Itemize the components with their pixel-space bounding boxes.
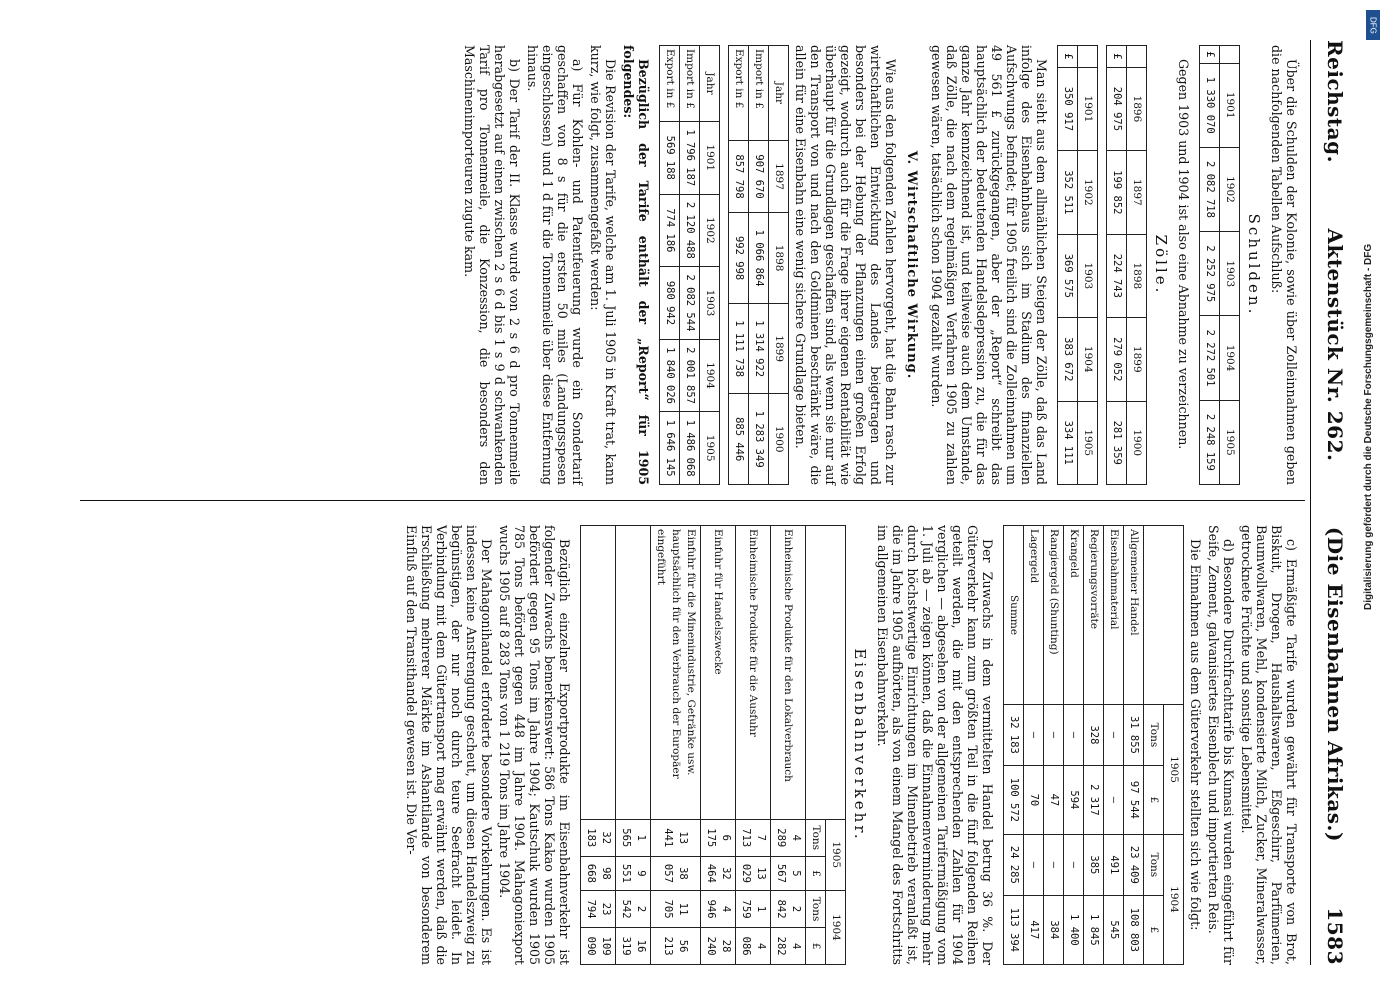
year-header: 1901 xyxy=(700,121,720,194)
table-cell: 13 029 xyxy=(736,856,771,890)
currency-head xyxy=(1220,46,1240,64)
table-cell: 2 842 xyxy=(771,890,806,927)
table-cell: 1 111 738 xyxy=(729,303,749,394)
unit-header: £ xyxy=(806,856,826,890)
table-cell: 113 394 xyxy=(1004,895,1024,964)
table-cell: 980 942 xyxy=(660,267,680,340)
year-header: 1902 xyxy=(700,194,720,267)
intro-paragraph: Über die Schulden der Kolonie, sowie über Zolleinnahmen geben die nachfolgenden Tabellen Aufschluß: xyxy=(1269,45,1299,485)
table-cell: — xyxy=(1104,705,1124,766)
table-row xyxy=(1064,526,1084,965)
schulden-table xyxy=(1199,45,1240,485)
table-cell: 31 855 xyxy=(1124,705,1144,766)
table-cell: 5 567 xyxy=(771,856,806,890)
table-cell: 992 998 xyxy=(729,213,749,304)
unit-header: £ xyxy=(806,928,826,965)
table-row xyxy=(680,46,700,485)
tarife-item-a: a) Für Kohlen- und Patentfeuerung wurde ein Sondertarif geschaffen von 8 s für die ersten 50 miles (Landungsspesen eingeschlossen) und 1 d für die Tonnenmeile über diese Entfernung hinaus. xyxy=(525,45,585,485)
table-cell: 70 xyxy=(1024,765,1044,834)
table-cell: 545 xyxy=(1104,895,1124,964)
zoelle-paragraph: Man sieht aus dem allmählichen Steigen der Zölle, daß das Land infolge des Eisenbahnbaus sich im Stadium des finanziellen Aufschwungs befindet; für 1905 freilich sind die Zolleinnahmen um 49 561 £ zurückgegangen, aber der „Report“ schreibt das hauptsächlich der bedeutenden Handelsdepression zu, die für das ganze Jahr kennzeichnend ist, und teilweise auch dem Umstande, daß Zölle, die nach dem regelmäßigen Verfahren 1905 zu zahlen gewesen wären, tatsächlich schon 1904 gezahlt wurden. xyxy=(929,45,1049,485)
table-cell: 2 252 975 xyxy=(1200,232,1220,316)
dfg-logo: DFG xyxy=(1366,10,1380,40)
row-label: Rangiergeld (Shunting) xyxy=(1044,526,1064,705)
table-cell: 4 946 xyxy=(701,890,736,927)
table-cell: 47 xyxy=(1044,765,1064,834)
table-cell: 204 975 xyxy=(1107,67,1127,150)
table-cell: 4 086 xyxy=(736,928,771,965)
table-cell: 16 319 xyxy=(616,928,651,965)
sum-row xyxy=(581,526,616,965)
table-cell: 2 542 xyxy=(616,890,651,927)
table-row xyxy=(701,526,736,965)
currency-symbol: £ xyxy=(1200,46,1220,64)
year-header: 1901 xyxy=(1220,63,1240,147)
table-cell: 417 xyxy=(1024,895,1044,964)
row-label: Eisenbahnmaterial xyxy=(1104,526,1124,705)
year-header: 1898 xyxy=(769,213,789,304)
table-cell: 1 646 145 xyxy=(660,412,680,485)
header-left: Reichstag. xyxy=(1323,40,1347,164)
table-cell: 9 551 xyxy=(616,856,651,890)
table-cell: 885 446 xyxy=(729,394,749,485)
year-header: 1900 xyxy=(1127,401,1147,485)
year-header: 1904 xyxy=(1078,318,1098,401)
table-cell: 328 xyxy=(1084,705,1104,766)
table-cell: 1 845 xyxy=(1084,895,1104,964)
sum-label xyxy=(581,526,616,820)
year-header: 1897 xyxy=(1127,151,1147,234)
table-cell: 1 486 068 xyxy=(680,412,700,485)
table-cell: 857 798 xyxy=(729,140,749,213)
table-cell: 32 183 xyxy=(581,819,616,856)
table-cell: 1 330 070 xyxy=(1200,63,1220,147)
year-header: 1904 xyxy=(1220,316,1240,400)
row-label: Export in £ xyxy=(660,46,680,122)
year-header: 1902 xyxy=(1078,151,1098,234)
table-cell: 4 282 xyxy=(771,928,806,965)
table-cell: 350 917 xyxy=(1058,67,1078,150)
table-cell: 224 743 xyxy=(1107,234,1127,317)
table-cell: 383 672 xyxy=(1058,318,1078,401)
zuwachs-paragraph: Der Zuwachs in dem vermittelten Handel betrug 36 %. Der Güterverkehr kann zum größten Teil in die fünf folgenden Reihen geteilt werden, die mit den entsprechenden Zahlen für 1904 verglichen — abgesehen von der allgemeinen Tarifermäßigung vom 1. Juli ab — zeigen können, daß die Einnahmenverminderung mehr durch höchstwertige Einrichtungen im Minenbetrieb veranlaßt ist, die im Jahre 1905 aufhörten, als von einem Mangel des Fortschritts im allgemeinen Eisenbahnverkehr. xyxy=(875,525,995,965)
table-cell: 334 111 xyxy=(1058,401,1078,485)
verkehr-table xyxy=(580,525,846,965)
tarife-item-c: c) Ermäßigte Tarife wurden gewährt für Transporte von Brot, Biskuit, Drogen, Haushaltswaren, Eßgeschirr, Parfümerien, Baumwollwaren, Mehl, kondensierte Milch, Zucker, Mineralwasser, getrocknete Früchte und sonstige Lebensmittel. xyxy=(1239,525,1299,965)
table-cell: 6 175 xyxy=(701,819,736,856)
table-cell: 2 120 488 xyxy=(680,194,700,267)
currency-symbol: £ xyxy=(1107,46,1127,68)
section-v-heading: V. Wirtschaftliche Wirkung. xyxy=(904,150,919,380)
table-cell: 569 188 xyxy=(660,121,680,194)
table-cell: 1 066 864 xyxy=(749,213,769,304)
table-cell: 1 565 xyxy=(616,819,651,856)
table-cell: 907 670 xyxy=(749,140,769,213)
table-cell: 1 796 187 xyxy=(680,121,700,194)
eisenbahnverkehr-title: Eisenbahnverkehr. xyxy=(851,648,869,842)
header-right-title: (Die Eisenbahnen Afrikas.) xyxy=(1323,526,1347,842)
label-head xyxy=(806,526,846,820)
table-row xyxy=(1024,526,1044,965)
year-header: 1897 xyxy=(769,140,789,213)
header-rule xyxy=(1310,40,1311,965)
header-center: Aktenstück Nr. 262. xyxy=(1323,228,1347,462)
tarife-item-d: d) Besondere Durchfrachttarife bis Kumasi wurden eingeführt für Seife, Zement, galvanisiertes Eisenblech und importierten Reis. xyxy=(1206,525,1236,965)
row-label: Krangeld xyxy=(1064,526,1084,705)
year-header: 1901 xyxy=(1078,67,1098,150)
table-cell: — xyxy=(1044,835,1064,896)
table-row xyxy=(729,46,749,485)
table-cell: 491 xyxy=(1104,835,1124,896)
table-cell: 4 289 xyxy=(771,819,806,856)
table-cell: 24 285 xyxy=(1004,835,1024,896)
table-cell: — xyxy=(1104,765,1124,834)
year-header: 1902 xyxy=(1220,147,1240,231)
year-header: 1904 xyxy=(700,339,720,412)
row-label: Import in £ xyxy=(749,46,769,141)
sum-label: Summe xyxy=(1004,526,1024,705)
year-header: 1905 xyxy=(1164,705,1184,835)
year-header: 1903 xyxy=(1078,234,1098,317)
currency-symbol: £ xyxy=(1058,46,1078,68)
table-cell: 352 511 xyxy=(1058,151,1078,234)
jahr-header: Jahr xyxy=(769,46,789,141)
wirkung-paragraph: Wie aus den folgenden Zahlen hervorgeht, hat die Bahn rasch zur wirtschaftlichen Entwicklung des Landes beigetragen und besonders bei der Hebung der Pflanzungen einen großen Erfolg gezeigt, wodurch auch für die Frage ihrer eigenen Rentabilität wie überhaupt für die Grundlagen geschaffen sind, als wenn sie nur auf den Transport von und nach den Goldminen beschränkt wäre, die allein für eine Eisenbahn eine wenig sichere Grundlage bieten. xyxy=(793,45,898,485)
digitization-note: Digitalisierung gefördert durch die Deutsche Forschungsgemeinschaft - DFG xyxy=(1363,243,1374,610)
table-cell: — xyxy=(1064,835,1084,896)
label-head xyxy=(1144,526,1184,705)
currency-head xyxy=(1078,46,1098,68)
table-cell: 23 409 xyxy=(1124,835,1144,896)
table-cell: — xyxy=(1044,705,1064,766)
left-column xyxy=(459,45,1299,485)
zoelle-title: Zölle. xyxy=(1152,234,1170,296)
trade-table-a xyxy=(728,45,789,485)
year-header: 1904 xyxy=(826,890,846,964)
row-label: Einheimische Produkte für den Lokalverbrauch xyxy=(771,526,806,820)
zoelle-table-a xyxy=(1106,45,1147,485)
table-cell: 97 544 xyxy=(1124,765,1144,834)
schulden-note: Gegen 1903 und 1904 ist also eine Abnahme zu verzeichnen. xyxy=(1176,59,1191,450)
table-row xyxy=(1044,526,1064,965)
row-label: Lagergeld xyxy=(1024,526,1044,705)
table-cell: — xyxy=(1064,705,1084,766)
row-label xyxy=(616,526,651,820)
tarife-item-b: b) Der Tarif der II. Klasse wurde von 2 s 6 d pro Tonnenmeile herabgesetzt auf einen zwischen 2 s 6 d bis 1 s 9 d schwankenden Tarif pro Tonnenmeile, die Konzession, die besonders den Maschinenimporteuren zugute kam. xyxy=(462,45,522,485)
table-cell: 1 283 349 xyxy=(749,394,769,485)
row-label: Export in £ xyxy=(729,46,749,141)
schulden-title: Schulden. xyxy=(1245,213,1263,317)
table-row xyxy=(1124,526,1144,965)
table-row xyxy=(651,526,701,965)
table-cell: 13 441 xyxy=(651,819,701,856)
table-cell: — xyxy=(1024,835,1044,896)
table-cell: 281 359 xyxy=(1107,401,1127,485)
trade-table-b xyxy=(659,45,720,485)
unit-header: £ xyxy=(1144,895,1164,964)
table-row xyxy=(616,526,651,965)
year-header: 1899 xyxy=(769,303,789,394)
table-cell: 100 572 xyxy=(1004,765,1024,834)
table-row xyxy=(749,46,769,485)
table-cell: 1 400 xyxy=(1064,895,1084,964)
table-cell: 2 248 159 xyxy=(1200,400,1220,484)
table-cell: 279 052 xyxy=(1107,318,1127,401)
page-number: 1583 xyxy=(1323,907,1347,965)
table-cell: 7 713 xyxy=(736,819,771,856)
year-header: 1899 xyxy=(1127,318,1147,401)
year-header: 1904 xyxy=(1164,835,1184,965)
unit-header: Tons xyxy=(1144,835,1164,896)
table-cell: 11 705 xyxy=(651,890,701,927)
tarife-intro: Bezüglich der Tarife enthält der „Report“ für 1905 folgendes: xyxy=(621,45,651,485)
year-header: 1896 xyxy=(1127,67,1147,150)
mahagoni-paragraph: Der Mahagonihandel erforderte besondere Vorkehrungen. Es ist indessen keine Anstrengung gescheut, um diesen Handelszweig zu begünstigen, der nur noch durch teure Seefracht leidet. In Verbindung mit dem Gütertransport mag erwähnt werden, daß die Erschließung mehrerer Märkte im Ashantilande von besonderem Einfluß auf den Transithandel gewesen ist. Die Ver- xyxy=(404,525,494,965)
table-cell: 2 272 501 xyxy=(1200,316,1220,400)
table-cell: 23 794 xyxy=(581,890,616,927)
table-cell: 594 xyxy=(1064,765,1084,834)
table-cell: 385 xyxy=(1084,835,1104,896)
table-row xyxy=(1104,526,1124,965)
table-cell: 2 082 718 xyxy=(1200,147,1220,231)
year-header: 1900 xyxy=(769,394,789,485)
right-column xyxy=(401,525,1299,965)
table-cell: 2 317 xyxy=(1084,765,1104,834)
table-cell: 2 082 544 xyxy=(680,267,700,340)
currency-head xyxy=(1127,46,1147,68)
table-cell: 38 057 xyxy=(651,856,701,890)
zoelle-table-b xyxy=(1057,45,1098,485)
table-cell: 1 314 922 xyxy=(749,303,769,394)
table-cell: 199 852 xyxy=(1107,151,1127,234)
table-row xyxy=(771,526,806,965)
tarife-paragraph: Die Revision der Tarife, welche am 1. Juli 1905 in Kraft trat, kann kurz, wie folgt, zusammengefaßt werden: xyxy=(588,45,618,485)
table-row xyxy=(736,526,771,965)
table-cell: 1 759 xyxy=(736,890,771,927)
running-header xyxy=(1315,40,1355,965)
table-cell: 384 xyxy=(1044,895,1064,964)
row-label: Einheimische Produkte für die Ausfuhr xyxy=(736,526,771,820)
sum-row xyxy=(1004,526,1024,965)
row-label: Einfuhr für Handelszwecke xyxy=(701,526,736,820)
table-cell: 108 803 xyxy=(1124,895,1144,964)
row-label: Import in £ xyxy=(680,46,700,122)
table-cell: 28 240 xyxy=(701,928,736,965)
export-paragraph: Bezüglich einzelner Exportprodukte im Eisenbahnverkehr ist folgender Zuwachs bemerkenswert: 586 Tons Kakao wurden 1905 befördert gegen 95 Tons im Jahre 1904; Kautschuk wurden 1905 785 Tons befördert gegen 448 im Jahre 1904. Mahagoniexport wuchs 1905 auf 8 283 Tons von 1 219 Tons im Jahre 1904. xyxy=(497,525,572,965)
table-cell: 32 464 xyxy=(701,856,736,890)
row-label: Allgemeiner Handel xyxy=(1124,526,1144,705)
year-header: 1905 xyxy=(1078,401,1098,485)
unit-header: Tons xyxy=(806,890,826,927)
table-cell: 2 001 857 xyxy=(680,339,700,412)
year-header: 1905 xyxy=(826,819,846,890)
row-label: Regierungsvorräte xyxy=(1084,526,1104,705)
year-header: 1903 xyxy=(700,267,720,340)
table-cell: 109 090 xyxy=(581,928,616,965)
table-row xyxy=(660,46,680,485)
column-divider xyxy=(80,500,1305,501)
table-cell: — xyxy=(1024,705,1044,766)
year-header: 1898 xyxy=(1127,234,1147,317)
table-cell: 369 575 xyxy=(1058,234,1078,317)
row-label: Einfuhr für die Minenindustrie, Getränke usw. hauptsächlich für den Verbrauch der Europäer eingeführt xyxy=(651,526,701,820)
year-header: 1905 xyxy=(700,412,720,485)
year-header: 1903 xyxy=(1220,232,1240,316)
table-cell: 98 668 xyxy=(581,856,616,890)
table-cell: 32 183 xyxy=(1004,705,1024,766)
table-row xyxy=(1084,526,1104,965)
gueter-table xyxy=(1003,525,1184,965)
unit-header: Tons xyxy=(1144,705,1164,766)
jahr-header: Jahr xyxy=(700,46,720,122)
einnahmen-intro: Die Einnahmen aus dem Güterverkehr stellten sich wie folgt: xyxy=(1188,539,1203,931)
unit-header: £ xyxy=(1144,765,1164,834)
table-cell: 774 186 xyxy=(660,194,680,267)
unit-header: Tons xyxy=(806,819,826,856)
table-cell: 1 840 026 xyxy=(660,339,680,412)
table-cell: 56 213 xyxy=(651,928,701,965)
year-header: 1905 xyxy=(1220,400,1240,484)
